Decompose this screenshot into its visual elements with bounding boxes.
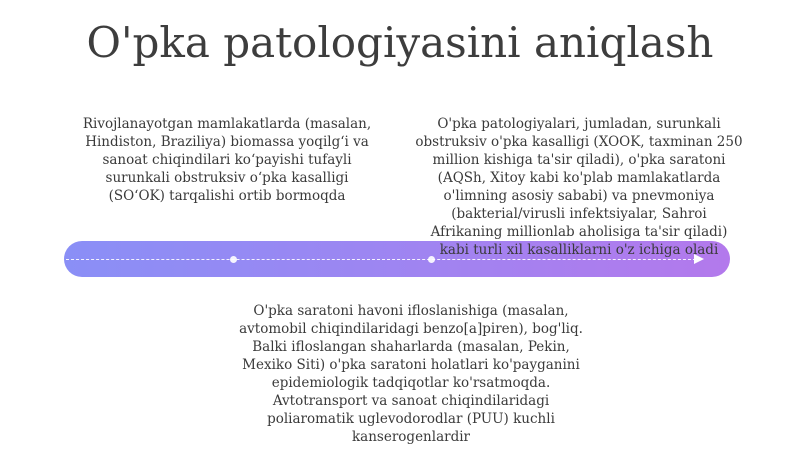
page-title: O'pka patologiyasini aniqlash xyxy=(86,18,714,67)
text-block-right: O'pka patologiyalari, jumladan, surunkali obstruksiv o'pka kasalligi (XOOK, taxminan 250 million kishiga ta'sir qiladi), o'pka saratoni (AQSh, Xitoy kabi ko'plab mamlakatlarda o'limning asosiy sababi) va pnevmoniya (bakterial/virusli infektsiyalar, Sahroi Afrikaning millionlab aholisiga ta'sir qiladi) kabi turli xil kasalliklarni o'z ichiga oladi xyxy=(415,116,743,258)
timeline-arrow-line xyxy=(66,259,696,260)
timeline-marker-left xyxy=(230,256,237,263)
text-block-bottom: O'pka saratoni havoni ifloslanishiga (masalan, avtomobil chiqindilaridagi benzo[a]piren), bog'liq. Balki ifloslangan shaharlarda (masalan, Pekin, Mexiko Siti) o'pka saratoni holatlari ko'payganini epidemiologik tadqiqotlar ko'rsatmoqda. Avtotransport va sanoat chiqindilaridagi poliaromatik uglevodorodlar (PUU) kuchli kanserogenlardir xyxy=(239,303,583,445)
text-block-left: Rivojlanayotgan mamlakatlarda (masalan, Hindiston, Braziliya) biomassa yoqilg‘i va sanoat chiqindilari ko‘payishi tufayli surunkali obstruksiv o‘pka kasalligi (SO‘OK) tarqalishi ortib bormoqda xyxy=(82,116,372,204)
